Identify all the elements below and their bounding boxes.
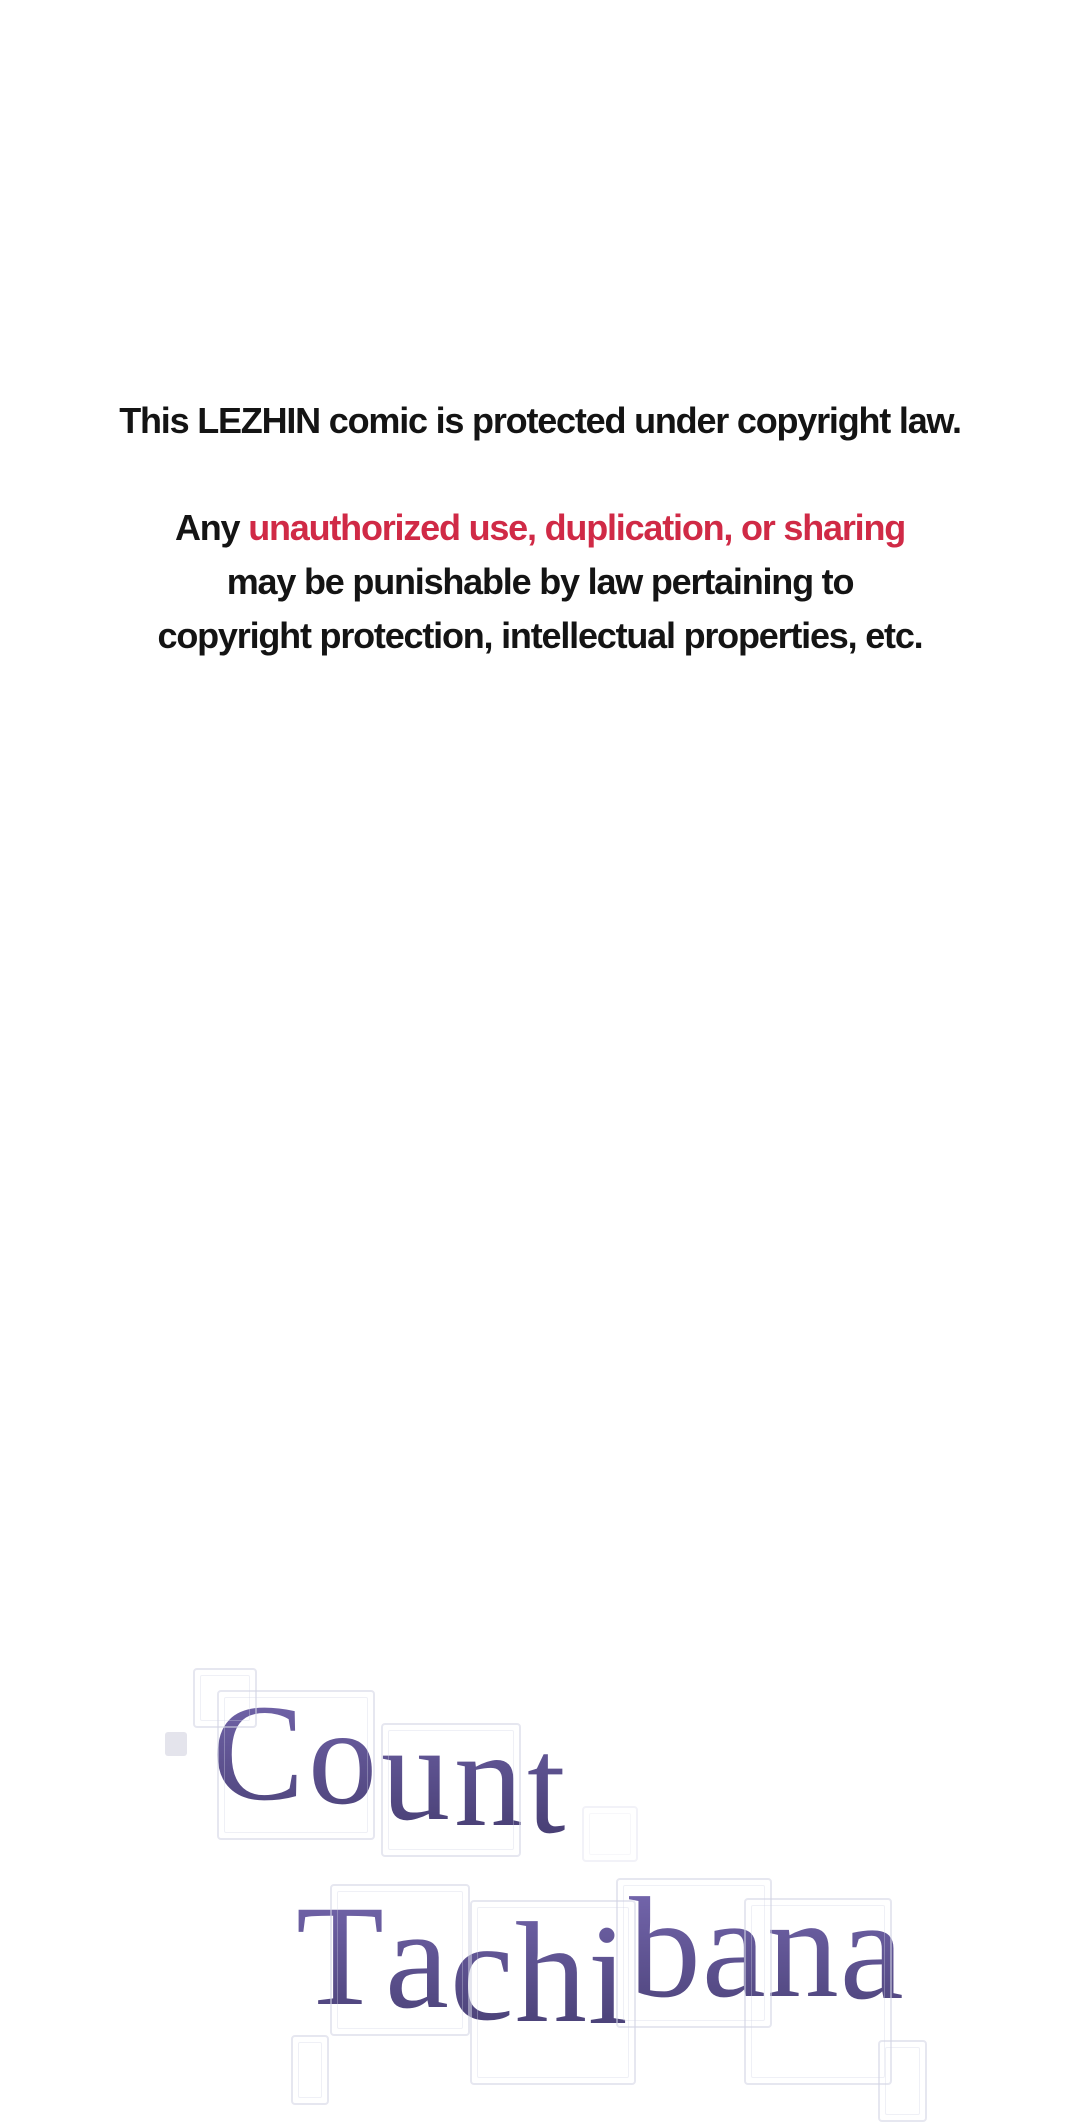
copyright-paragraph <box>0 501 1080 663</box>
copyright-line2-highlight: unauthorized use, duplication, or sharing <box>248 507 906 548</box>
title-letter: b <box>628 1869 702 2028</box>
title-letter: n <box>766 1869 840 2028</box>
title-letter: a <box>701 1869 767 2028</box>
decor-square <box>582 1806 638 1862</box>
title-letter: o <box>308 1680 382 1833</box>
decor-square-dot <box>165 1732 187 1756</box>
copyright-line3: may be punishable by law pertaining to <box>226 561 854 602</box>
title-letter: u <box>381 1696 455 1849</box>
title-word-tachibana <box>296 1869 905 2055</box>
title-letter: i <box>587 1896 629 2055</box>
decor-square-frame <box>878 2040 927 2122</box>
title-letter: a <box>384 1880 450 2039</box>
copyright-line4: copyright protection, intellectual properties, etc. <box>157 615 923 656</box>
title-letter: C <box>212 1676 309 1829</box>
title-word-count <box>212 1676 570 1862</box>
title-letter: n <box>454 1702 528 1855</box>
title-letter: T <box>296 1877 385 2036</box>
title-letter: c <box>449 1892 515 2051</box>
title-letter: t <box>527 1709 570 1862</box>
copyright-line1: This LEZHIN comic is protected under copyright law. <box>119 400 961 441</box>
title-letter: h <box>514 1894 588 2053</box>
title-letter: a <box>839 1871 905 2030</box>
decor-square-frame <box>291 2035 329 2105</box>
copyright-line2 <box>0 501 1080 555</box>
copyright-line2-prefix: Any <box>174 507 249 548</box>
